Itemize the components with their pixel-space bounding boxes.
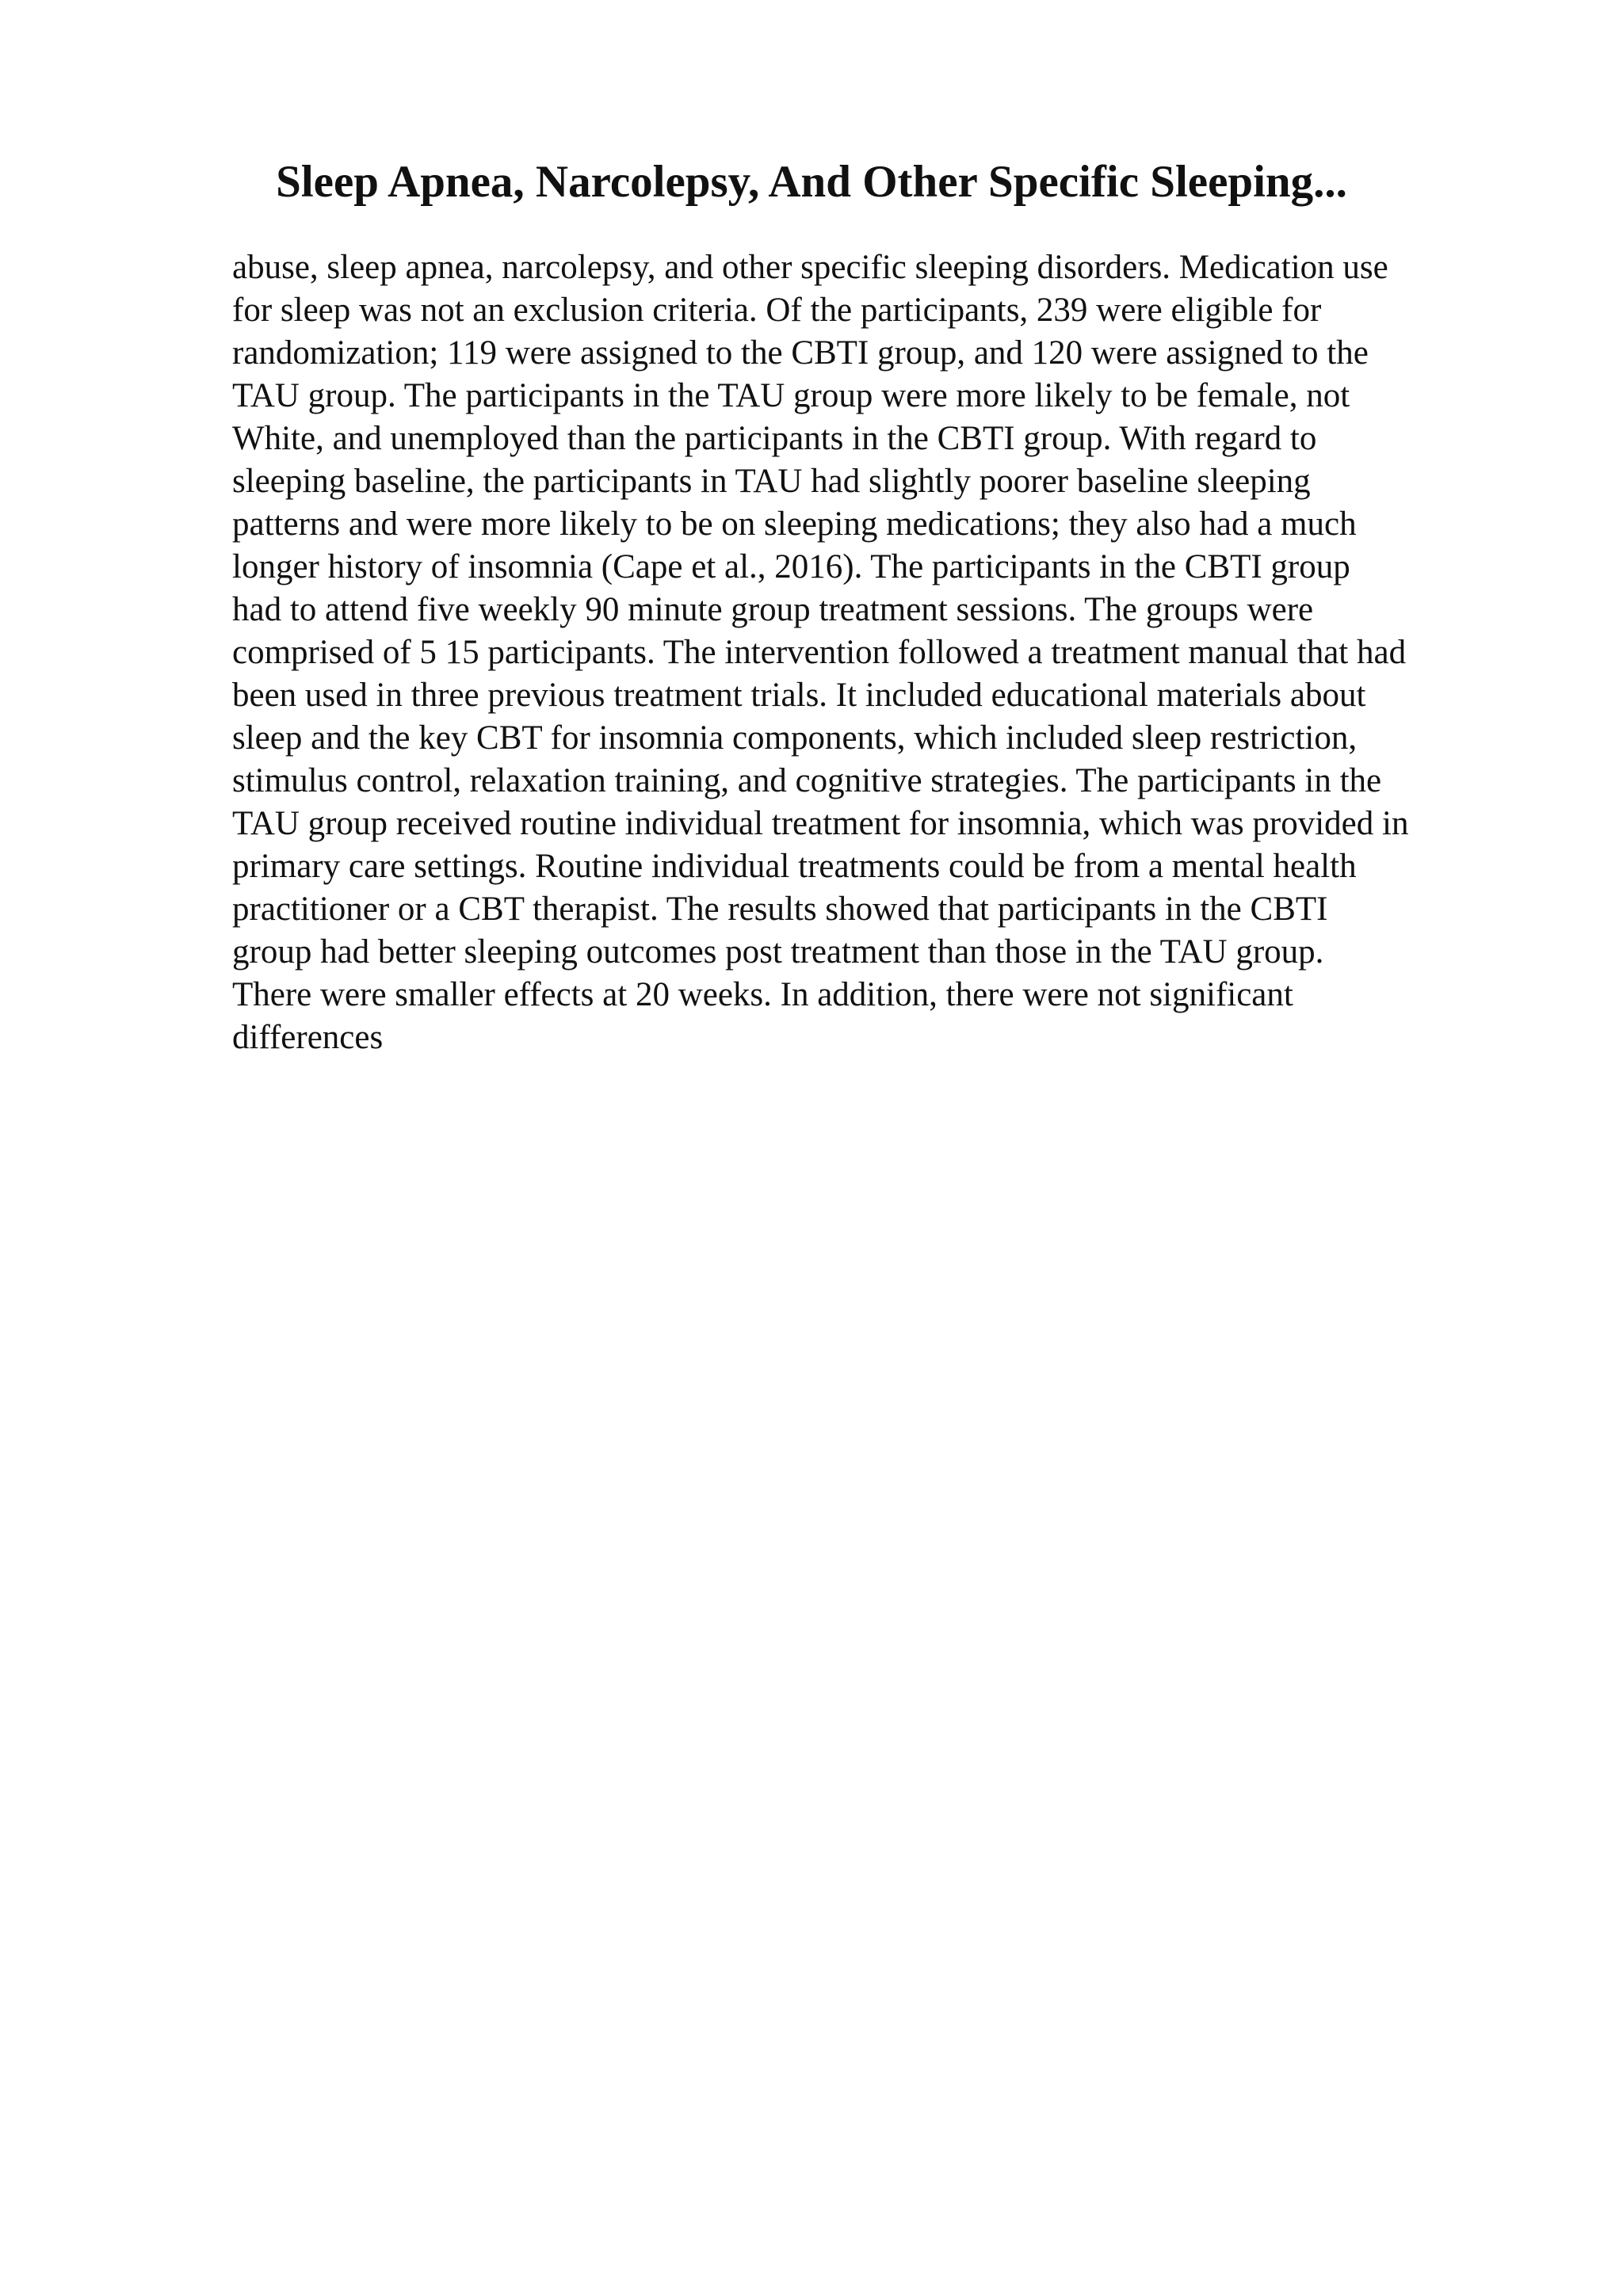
body-line: sleep and the key CBT for insomnia components, which included sleep restriction, bbox=[232, 719, 1358, 757]
body-line: for sleep was not an exclusion criteria. Of the participants, 239 were eligible for bbox=[232, 292, 1322, 329]
body-line: differences bbox=[232, 1019, 384, 1056]
document-body bbox=[232, 246, 1532, 1059]
body-line: sleeping baseline, the participants in TAU had slightly poorer baseline sleeping bbox=[232, 463, 1311, 500]
body-line: TAU group received routine individual treatment for insomnia, which was provided in bbox=[232, 805, 1409, 842]
body-line: White, and unemployed than the participants in the CBTI group. With regard to bbox=[232, 420, 1317, 457]
body-line: randomization; 119 were assigned to the CBTI group, and 120 were assigned to the bbox=[232, 334, 1369, 372]
body-line: stimulus control, relaxation training, and cognitive strategies. The participants in the bbox=[232, 762, 1382, 799]
body-line: patterns and were more likely to be on sleeping medications; they also had a much bbox=[232, 505, 1357, 543]
body-line: abuse, sleep apnea, narcolepsy, and other specific sleeping disorders. Medication use bbox=[232, 249, 1388, 286]
body-line: group had better sleeping outcomes post treatment than those in the TAU group. bbox=[232, 933, 1324, 971]
body-line: practitioner or a CBT therapist. The results showed that participants in the CBTI bbox=[232, 891, 1328, 928]
body-line: been used in three previous treatment trials. It included educational materials about bbox=[232, 677, 1366, 714]
body-line: had to attend five weekly 90 minute group treatment sessions. The groups were bbox=[232, 591, 1314, 628]
body-line: TAU group. The participants in the TAU group were more likely to be female, not bbox=[232, 377, 1350, 414]
body-line: There were smaller effects at 20 weeks. In addition, there were not significant bbox=[232, 976, 1293, 1013]
body-line: primary care settings. Routine individual treatments could be from a mental health bbox=[232, 848, 1357, 885]
document-title: Sleep Apnea, Narcolepsy, And Other Specific Sleeping... bbox=[276, 157, 1347, 207]
body-line: longer history of insomnia (Cape et al., 2016). The participants in the CBTI group bbox=[232, 548, 1350, 585]
body-line: comprised of 5 15 participants. The intervention followed a treatment manual that had bbox=[232, 634, 1407, 671]
